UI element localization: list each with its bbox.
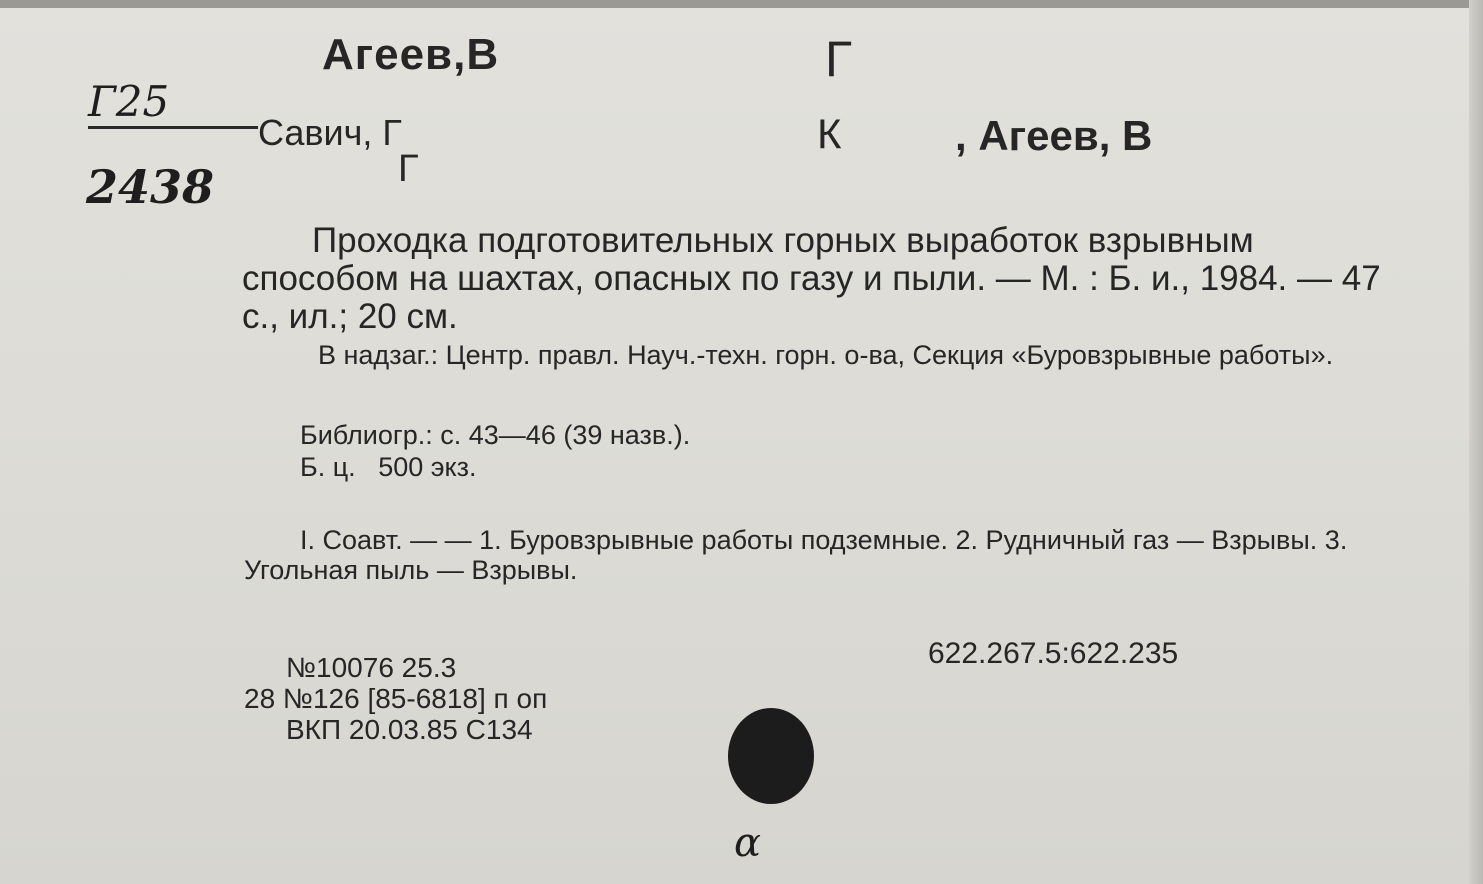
main-author: Агеев,В: [322, 30, 500, 79]
card-right-edge: [1469, 0, 1483, 884]
coauthors-line: Савич, Г: [258, 112, 402, 153]
coauthor-ageev: , Агеев, В: [955, 112, 1153, 159]
price-copies-note: Б. ц. 500 экз.: [300, 452, 477, 482]
letter-g-small: Г: [398, 148, 419, 190]
registration-line-3: ВКП 20.03.85 С134: [286, 714, 533, 745]
registration-line-1: №10076 25.3: [286, 652, 457, 683]
sponsor-note: В надзаг.: Центр. правл. Науч.-техн. горн. о-ва, Секция «Буровзрывные работы».: [318, 340, 1334, 370]
registration-line-2: 28 №126 [85-6818] п оп: [244, 683, 548, 714]
registration-block: [244, 652, 547, 745]
shelf-mark-bottom: 2438: [86, 160, 215, 214]
punch-hole: [728, 708, 814, 804]
udc-code: 622.267.5:622.235: [928, 637, 1179, 670]
subject-headings: I. Соавт. — — 1. Буровзрывные работы подземные. 2. Рудничный газ — Взрывы. 3. Угольная пыль — Взрывы.: [244, 525, 1348, 585]
shelf-mark-top: Г25: [88, 77, 170, 126]
title-paragraph: Проходка подготовительных горных выработок взрывным способом на шахтах, опасных по газу и пыли. — М. : Б. и., 1984. — 47 с., ил.; 20 см.: [242, 221, 1381, 336]
shelf-mark-divider: [88, 126, 258, 129]
bibliography-note: Библиогр.: с. 43—46 (39 назв.).: [300, 420, 691, 450]
catalog-letter: Г: [825, 31, 853, 87]
card-top-edge: [0, 0, 1483, 8]
letter-k: К: [817, 110, 842, 157]
handwritten-mark: α: [734, 820, 762, 866]
